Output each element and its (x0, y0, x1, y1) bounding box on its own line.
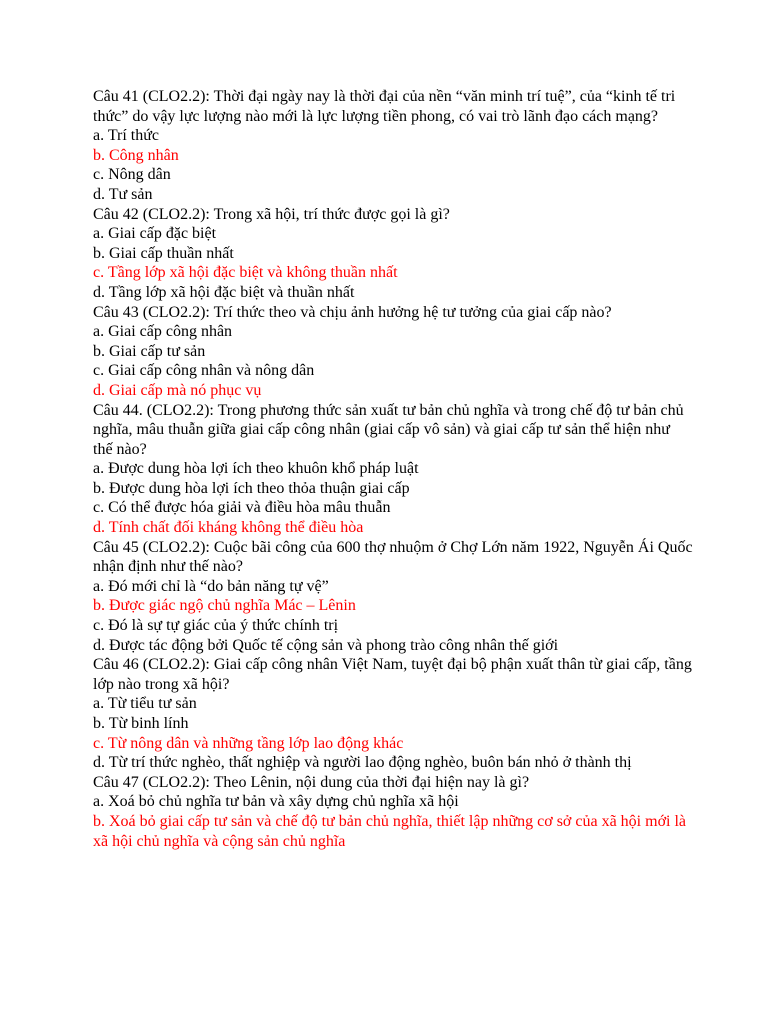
option-43-b: b. Giai cấp tư sản (93, 342, 206, 360)
document-page (93, 87, 693, 851)
question-47: Câu 47 (CLO2.2): Theo Lênin, nội dung của thời đại hiện nay là gì? (93, 773, 530, 791)
option-45-a: a. Đó mới chỉ là “do bản năng tự vệ” (93, 577, 329, 595)
option-44-d-correct: d. Tính chất đối kháng không thể điều hòa (93, 519, 364, 537)
option-42-a: a. Giai cấp đặc biệt (93, 225, 217, 243)
option-44-c: c. Có thể được hóa giải và điều hòa mâu thuẫn (93, 499, 391, 517)
question-44: Câu 44. (CLO2.2): Trong phương thức sản xuất tư bản chủ nghĩa và trong chế độ tư bản chủ nghĩa, mâu thuẫn giữa giai cấp công nhân (giai cấp vô sản) và giai cấp tư sản thể hiện như thế nào? (93, 401, 684, 458)
option-41-d: d. Tư sản (93, 185, 153, 203)
option-41-a: a. Trí thức (93, 127, 160, 145)
option-42-b: b. Giai cấp thuần nhất (93, 244, 234, 262)
option-45-d: d. Được tác động bởi Quốc tế cộng sản và phong trào công nhân thế giới (93, 636, 559, 654)
option-46-a: a. Từ tiểu tư sản (93, 695, 197, 713)
option-47-b-correct: b. Xoá bỏ giai cấp tư sản và chế độ tư bản chủ nghĩa, thiết lập những cơ sở của xã hội mới là xã hội chủ nghĩa và cộng sản chủ nghĩa (93, 812, 687, 850)
option-41-b-correct: b. Công nhân (93, 146, 179, 164)
option-46-c-correct: c. Từ nông dân và những tầng lớp lao động khác (93, 734, 404, 752)
question-46: Câu 46 (CLO2.2): Giai cấp công nhân Việt Nam, tuyệt đại bộ phận xuất thân từ giai cấp, tầng lớp nào trong xã hội? (93, 656, 692, 693)
option-43-c: c. Giai cấp công nhân và nông dân (93, 362, 315, 380)
option-44-b: b. Được dung hòa lợi ích theo thỏa thuận giai cấp (93, 479, 410, 497)
option-43-a: a. Giai cấp công nhân (93, 323, 233, 341)
option-46-d: d. Từ trí thức nghèo, thất nghiệp và người lao động nghèo, buôn bán nhỏ ở thành thị (93, 754, 632, 772)
option-41-c: c. Nông dân (93, 166, 171, 184)
option-45-b-correct: b. Được giác ngộ chủ nghĩa Mác – Lênin (93, 597, 356, 615)
option-45-c: c. Đó là sự tự giác của ý thức chính trị (93, 617, 339, 635)
option-44-a: a. Được dung hòa lợi ích theo khuôn khổ pháp luật (93, 460, 419, 478)
option-46-b: b. Từ binh lính (93, 715, 189, 732)
option-42-c-correct: c. Tầng lớp xã hội đặc biệt và không thuần nhất (93, 264, 398, 282)
question-41: Câu 41 (CLO2.2): Thời đại ngày nay là thời đại của nền “văn minh trí tuệ”, của “kinh tế tri thức” do vậy lực lượng nào mới là lực lượng tiền phong, có vai trò lãnh đạo cách mạng? (93, 88, 676, 125)
question-45: Câu 45 (CLO2.2): Cuộc bãi công của 600 thợ nhuộm ở Chợ Lớn năm 1922, Nguyễn Ái Quốc nhận định như thế nào? (93, 538, 693, 576)
option-47-a: a. Xoá bỏ chủ nghĩa tư bản và xây dựng chủ nghĩa xã hội (93, 793, 459, 811)
question-43: Câu 43 (CLO2.2): Trí thức theo và chịu ảnh hưởng hệ tư tưởng của giai cấp nào? (93, 303, 612, 321)
option-43-d-correct: d. Giai cấp mà nó phục vụ (93, 381, 262, 399)
option-42-d: d. Tầng lớp xã hội đặc biệt và thuần nhất (93, 283, 355, 301)
question-42: Câu 42 (CLO2.2): Trong xã hội, trí thức được gọi là gì? (93, 205, 450, 223)
